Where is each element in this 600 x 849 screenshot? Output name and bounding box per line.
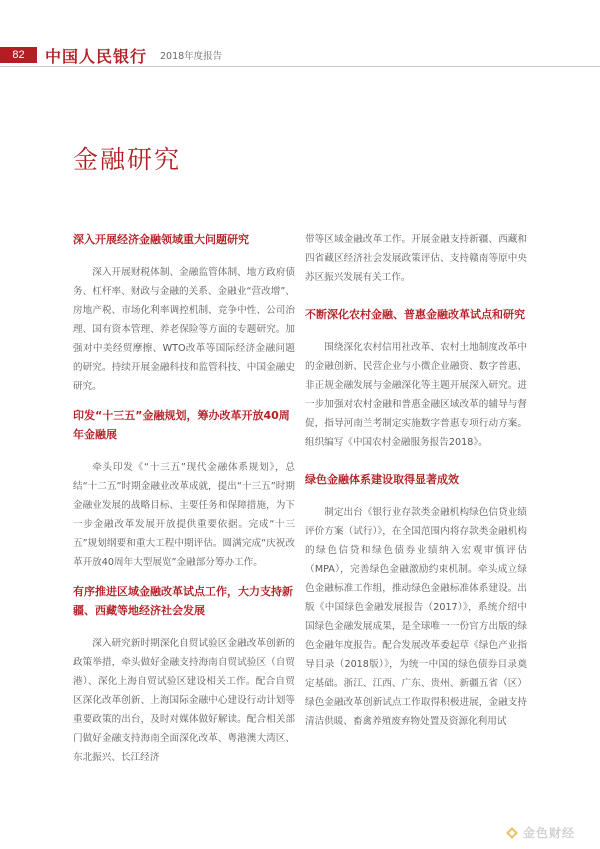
right-column (305, 230, 527, 731)
right-heading-1: 不断深化农村金融、普惠金融改革试点和研究 (305, 308, 525, 321)
section-title: 金融研究 (73, 145, 182, 174)
left-heading-3: 有序推进区域金融改革试点工作，大力支持新疆、西藏等地经济社会发展 (73, 585, 293, 617)
right-paragraph-1: 围绕深化农村信用社改革、农村土地制度改革中的金融创新、民营企业与小微企业融资、数字普惠、非正规金融发展与金融深化等主题开展深入研究。进一步加强对农村金融和普惠金融区域改革的辅导与督促，指导河南兰考制定实施数字普惠专项行动方案。组织编写《中国农村金融服务报告2018》。 (305, 342, 527, 448)
report-title: 2018年度报告 (160, 51, 223, 62)
page-header (0, 0, 600, 70)
gold-diamond-icon (505, 826, 519, 840)
right-paragraph-continued: 带等区域金融改革工作。开展金融支持新疆、西藏和四省藏区经济社会发展政策评估、支持赣南等原中央苏区振兴发展有关工作。 (305, 234, 527, 283)
right-heading-2: 绿色金融体系建设取得显著成效 (305, 473, 459, 486)
right-paragraph-2: 制定出台《银行业存款类金融机构绿色信贷业绩评价方案（试行）》，在全国范围内将存款类金融机构的绿色信贷和绿色债券业绩纳入宏观审慎评估（MPA），完善绿色金融激励约束机制。牵头成立绿色金融标准工作组，推动绿色金融标准体系建设。出版《中国绿色金融发展报告（2017）》，系统介绍中国绿色金融发展成果，是全球唯一一份官方出版的绿色金融年度报告。配合发展改革委起草《绿色产业指导目录（2018版）》，为统一中国的绿色债券目录奠定基础。浙江、江西、广东、贵州、新疆五省（区）绿色金融改革创新试点工作取得积极进展，金融支持清洁供暖、畜禽养殖废弃物处置及资源化利用试 (305, 507, 527, 727)
header-divider (0, 66, 600, 67)
bank-name-logo: 中国人民银行 (45, 47, 148, 66)
watermark (505, 824, 575, 841)
left-heading-2: 印发“十三五”金融规划，筹办改革开放40周年金融展 (73, 409, 290, 441)
left-paragraph-3: 深入研究新时期深化自贸试验区金融改革创新的政策举措，牵头做好金融支持海南自贸试验区（自贸港）、深化上海自贸试验区建设相关工作。配合自贸区深化改革创新、上海国际金融中心建设行动计划等重要政策的出台，及时对媒体做好解读。配合相关部门做好金融支持海南全面深化改革、粤港澳大湾区、东北振兴、长江经济 (73, 638, 295, 763)
left-paragraph-2: 牵头印发《“十三五”现代金融体系规划》，总结“十二五”时期金融业改革成就，提出“十三五”时期金融业发展的战略目标、主要任务和保障措施，为下一步金融改革发展开放提供重要依据。完成“十三五”规划纲要和重大工程中期评估。圆满完成“庆祝改革开放40周年大型展览”金融部分筹办工作。 (73, 462, 295, 568)
left-heading-1: 深入开展经济金融领域重大问题研究 (73, 233, 249, 246)
page-number: 82 (0, 47, 37, 63)
left-paragraph-1: 深入开展财税体制、金融监管体制、地方政府债务、杠杆率、财政与金融的关系、金融业“营改增”、房地产税、市场化利率调控机制、竞争中性、公司治理、国有资本管理、养老保险等方面的专题研究。加强对中美经贸摩擦、WTO改革等国际经济金融问题的研究。持续开展金融科技和监管科技、中国金融史研究。 (73, 267, 295, 392)
watermark-text: 金色财经 (523, 826, 576, 840)
left-column (73, 230, 295, 767)
